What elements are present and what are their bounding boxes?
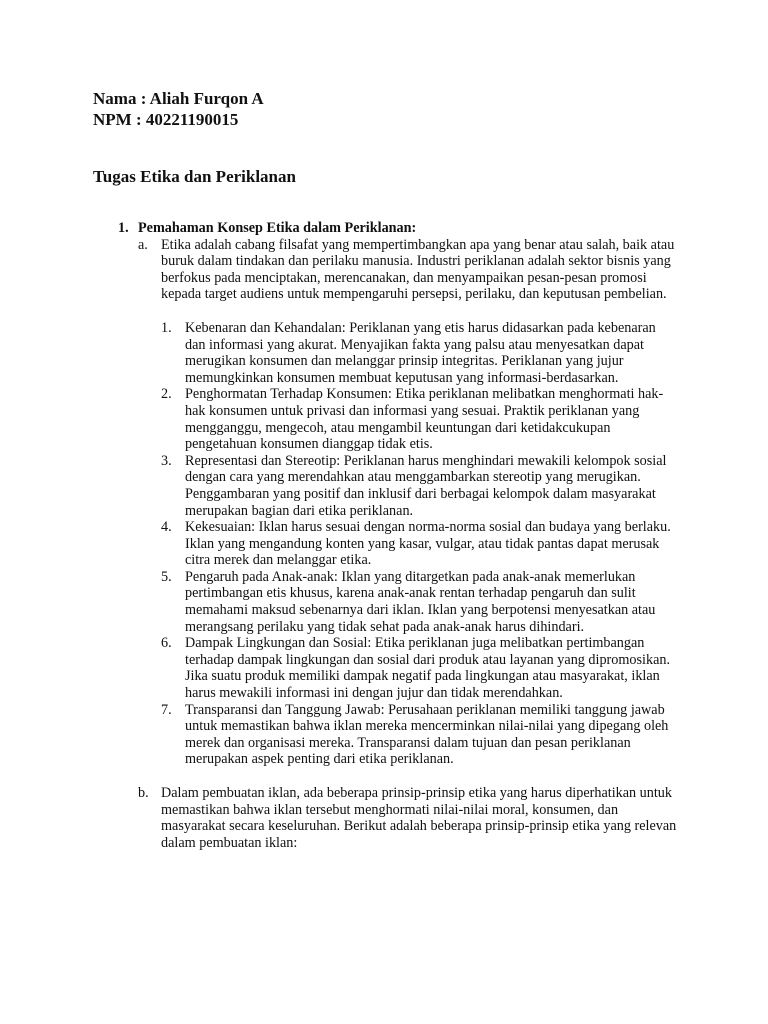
section-1 xyxy=(118,220,688,851)
section-heading-text: Pemahaman Konsep Etika dalam Periklanan: xyxy=(138,220,417,236)
sub-item-marker: a. xyxy=(138,236,148,253)
list-item-text: Representasi dan Stereotip: Periklanan harus menghindari mewakili kelompok sosial dengan cara yang merendahkan atau menggambarkan stereotip yang merugikan. Penggambaran yang positif dan inklusif dari berbagai kelompok dalam masyarakat merupakan bagian dari etika periklanan. xyxy=(185,452,667,519)
sub-item-marker: b. xyxy=(138,785,149,801)
student-name: Nama : Aliah Furqon A xyxy=(93,89,264,108)
list-item xyxy=(161,519,682,569)
sub-item-b xyxy=(138,785,688,851)
list-item xyxy=(161,386,682,452)
list-item xyxy=(161,569,682,635)
list-item-number: 3. xyxy=(161,452,172,469)
list-item xyxy=(161,453,682,519)
sub-item-paragraph: Etika adalah cabang filsafat yang mempertimbangkan apa yang benar atau salah, baik atau buruk dalam tindakan dan perilaku manusia. Industri periklanan adalah sektor bisnis yang berfokus pada menciptakan, merencanakan, dan menyampaikan pesan-pesan promosi kepada target audiens untuk mempengaruhi persepsi, perilaku, dan keputusan pembelian. xyxy=(161,236,675,303)
list-item xyxy=(161,702,682,768)
sub-item-body xyxy=(161,237,682,768)
list-item-text: Kekesuaian: Iklan harus sesuai dengan norma-norma sosial dan budaya yang berlaku. Iklan yang mengandung konten yang kasar, vulgar, atau tidak pantas dapat merusak citra merek dan melanggar etika. xyxy=(185,519,671,569)
sub-item-paragraph: Dalam pembuatan iklan, ada beberapa prinsip-prinsip etika yang harus diperhatikan untuk memastikan bahwa iklan tersebut menghormati nilai-nilai moral, konsumen, dan masyarakat secara keseluruhan. Berikut adalah beberapa prinsip-prinsip etika yang relevan dalam pembuatan iklan: xyxy=(161,785,677,851)
sub-item-a xyxy=(138,237,688,768)
list-item-text: Pengaruh pada Anak-anak: Iklan yang ditargetkan pada anak-anak memerlukan pertimbangan etis khusus, karena anak-anak rentan terhadap pengaruh dan sulit memahami maksud sebenarnya dari iklan. Iklan yang berpotensi menyesatkan atau merangsang perilaku yang tidak sehat pada anak-anak harus dihindari. xyxy=(185,568,656,635)
list-item-text: Kebenaran dan Kehandalan: Periklanan yang etis harus didasarkan pada kebenaran dan informasi yang akurat. Menyajikan fakta yang palsu atau menyesatkan dapat merugikan konsumen dan melanggar prinsip integritas. Periklanan yang jujur memungkinkan konsumen membuat keputusan yang informasi-berdasarkan. xyxy=(185,319,656,386)
list-item xyxy=(161,320,682,386)
student-npm: NPM : 40221190015 xyxy=(93,110,239,129)
list-item-number: 4. xyxy=(161,519,172,536)
principles-list xyxy=(161,320,682,768)
list-item-text: Penghormatan Terhadap Konsumen: Etika periklanan melibatkan menghormati hak-hak konsumen untuk privasi dan informasi yang sesuai. Praktik periklanan yang mengganggu, mengecoh, atau mengambil keuntungan dari ketidakcukupan pengetahuan konsumen dianggap tidak etis. xyxy=(185,386,664,453)
student-info xyxy=(93,88,264,130)
list-item-text: Dampak Lingkungan dan Sosial: Etika periklanan juga melibatkan pertimbangan terhadap dampak lingkungan dan sosial dari produk atau layanan yang dipromosikan. Jika suatu produk memiliki dampak negatif pada lingkungan atau masyarakat, iklan harus mewakili informasi ini dengan jujur dan tidak merendahkan. xyxy=(185,635,671,702)
list-item-text: Transparansi dan Tanggung Jawab: Perusahaan periklanan memiliki tanggung jawab untuk memastikan bahwa iklan mereka mencerminkan nilai-nilai yang dipegang oleh merek dan organisasi mereka. Transparansi dalam tujuan dan pesan periklanan merupakan aspek penting dari etika periklanan. xyxy=(185,701,669,768)
list-item-number: 6. xyxy=(161,635,172,652)
document-title: Tugas Etika dan Periklanan xyxy=(93,167,296,186)
list-item xyxy=(161,635,682,701)
list-item-number: 1. xyxy=(161,319,172,336)
sub-item-body xyxy=(161,785,682,851)
list-item-number: 2. xyxy=(161,386,172,403)
section-number: 1. xyxy=(118,220,129,236)
list-item-number: 5. xyxy=(161,568,172,585)
list-item-number: 7. xyxy=(161,701,172,718)
section-heading xyxy=(118,220,688,237)
